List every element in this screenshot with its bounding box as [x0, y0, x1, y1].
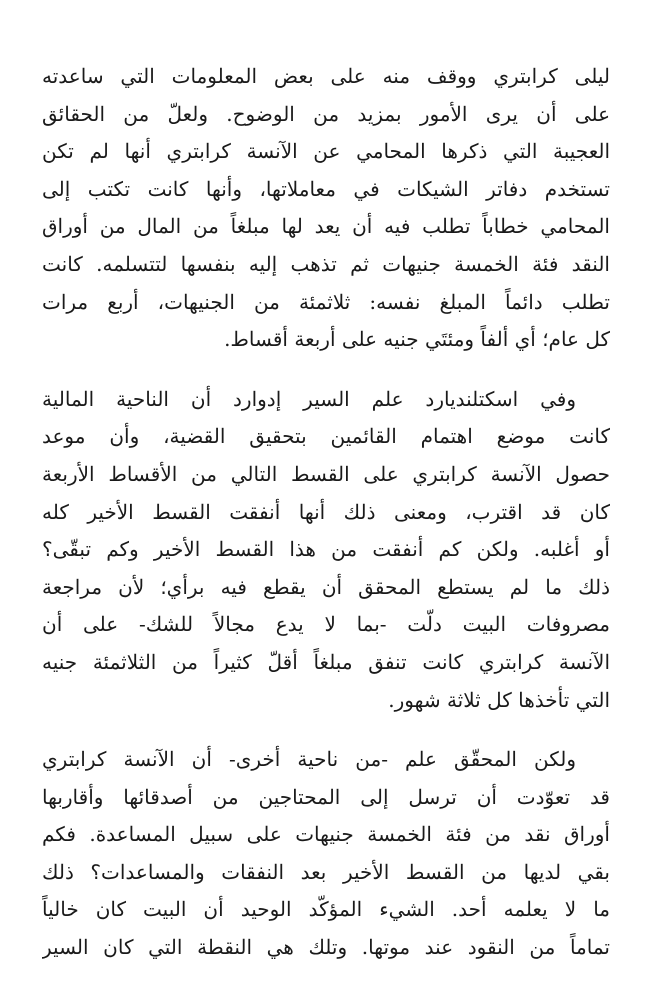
book-page: [42, 58, 610, 989]
text-line: العجيبة التي ذكرها المحامي عن الآنسة كرابتري أنها لم تكن: [42, 139, 610, 164]
text-line: النقد فئة الخمسة جنيهات ثم تذهب إليه بنفسها لتتسلمه. كانت: [42, 251, 610, 276]
text-line: تطلب دائماً المبلغ نفسه: ثلاثمئة من الجنيهات، أربع مرات: [42, 289, 610, 314]
text-line: المحامي خطاباً تطلب فيه أن يعد لها مبلغاً من المال من أوراق: [42, 214, 610, 239]
text-line: تستخدم دفاتر الشيكات في معاملاتها، وأنها كانت تكتب إلى: [42, 176, 610, 201]
text-line: أو أغلبه. ولكن كم أنفقت من هذا القسط الأخير وكم تبقّى؟: [42, 537, 610, 562]
text-line: ما لا يعلمه أحد. الشيء المؤكّد الوحيد أن البيت كان خالياً: [42, 897, 610, 922]
text-line: كان قد اقترب، ومعنى ذلك أنها أنفقت القسط الأخير كله: [42, 499, 610, 524]
paragraph-2: [42, 381, 610, 719]
text-line: قد تعوّدت أن ترسل إلى المحتاجين من أصدقائها وأقاربها: [42, 784, 610, 809]
text-line: على أن يرى الأمور بمزيد من الوضوح. ولعلّ من الحقائق: [42, 101, 610, 126]
text-line: أوراق نقد من فئة الخمسة جنيهات على سبيل المساعدة. فكم: [42, 822, 610, 847]
text-line: حصول الآنسة كرابتري على القسط التالي من الأقساط الأربعة: [42, 461, 610, 486]
text-line: وفي اسكتلنديارد علم السير إدوارد أن الناحية المالية: [42, 386, 576, 411]
text-line: تماماً من النقود عند موتها. وتلك هي النقطة التي كان السير: [42, 935, 610, 960]
text-line: الآنسة كرابتري كانت تنفق مبلغاً أقلّ كثيراً من الثلاثمئة جنيه: [42, 649, 610, 674]
text-line: ذلك ما لم يستطع المحقق أن يقطع فيه برأي؛ لأن مراجعة: [42, 574, 610, 599]
text-line: بقي لديها من القسط الأخير بعد النفقات والمساعدات؟ ذلك: [42, 859, 610, 884]
text-line: مصروفات البيت دلّت -بما لا يدع مجالاً للشك- على أن: [42, 612, 610, 637]
text-line: ولكن المحقّق علم -من ناحية أخرى- أن الآنسة كرابتري: [42, 747, 576, 772]
paragraph-1: [42, 58, 610, 359]
text-line: التي تأخذها كل ثلاثة شهور.: [388, 687, 610, 712]
paragraph-3: [42, 741, 610, 967]
text-line: كل عام؛ أي ألفاً ومئتَي جنيه على أربعة أقساط.: [224, 327, 610, 352]
text-line: ليلى كرابتري ووقف منه على بعض المعلومات التي ساعدته: [42, 64, 610, 88]
text-line: كانت موضع اهتمام القائمين بتحقيق القضية، وأن موعد: [42, 424, 610, 449]
